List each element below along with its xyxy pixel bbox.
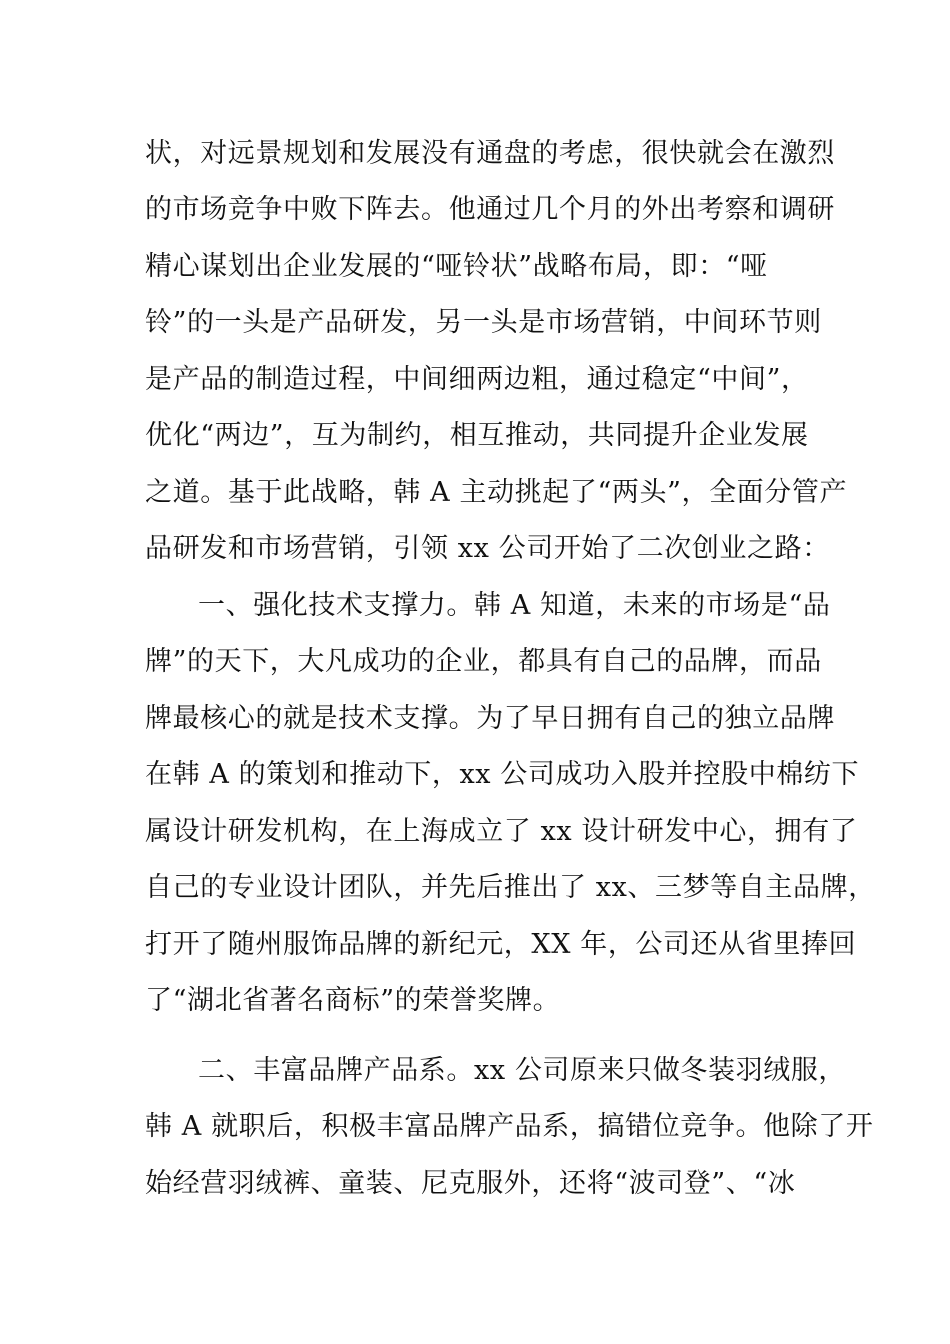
text-line-11: 牌最核心的就是技术支撑。为了早日拥有自己的独立品牌 [145,703,835,734]
paragraph-start-1: 一、强化技术支撑力。韩 A 知道，未来的市场是“品 [198,590,831,621]
text-line-4: 铃”的一头是产品研发，另一头是市场营销，中间环节则 [145,307,822,338]
text-line-16: 了“湖北省著名商标”的荣誉奖牌。 [145,985,561,1016]
text-line-15: 打开了随州服饰品牌的新纪元，XX 年，公司还从省里捧回 [145,929,857,960]
text-line-2: 的市场竞争中败下阵去。他通过几个月的外出考察和调研 [145,194,835,225]
text-line-5: 是产品的制造过程，中间细两边粗，通过稳定“中间”， [145,364,809,395]
text-line-14: 自己的专业设计团队，并先后推出了 xx、三梦等自主品牌， [145,872,876,903]
text-line-19: 始经营羽绒裤、童装、尼克服外，还将“波司登”、“冰 [145,1168,796,1199]
text-line-6: 优化“两边”，互为制约，相互推动，共同提升企业发展 [145,420,809,451]
text-line-13: 属设计研发机构，在上海成立了 xx 设计研发中心，拥有了 [145,816,858,847]
text-line-18: 韩 A 就职后，积极丰富品牌产品系，搞错位竞争。他除了开 [145,1111,874,1142]
text-line-3: 精心谋划出企业发展的“哑铃状”战略布局，即：“哑 [145,251,768,282]
text-line-12: 在韩 A 的策划和推动下，xx 公司成功入股并控股中棉纺下 [145,759,860,790]
text-line-7: 之道。基于此战略，韩 A 主动挑起了“两头”，全面分管产 [145,477,848,508]
paragraph-start-2: 二、丰富品牌产品系。xx 公司原来只做冬装羽绒服， [198,1055,847,1086]
text-line-1: 状，对远景规划和发展没有通盘的考虑，很快就会在激烈 [145,138,835,169]
text-line-10: 牌”的天下，大凡成功的企业，都具有自己的品牌，而品 [145,646,822,677]
text-line-8: 品研发和市场营销，引领 xx 公司开始了二次创业之路： [145,533,830,564]
